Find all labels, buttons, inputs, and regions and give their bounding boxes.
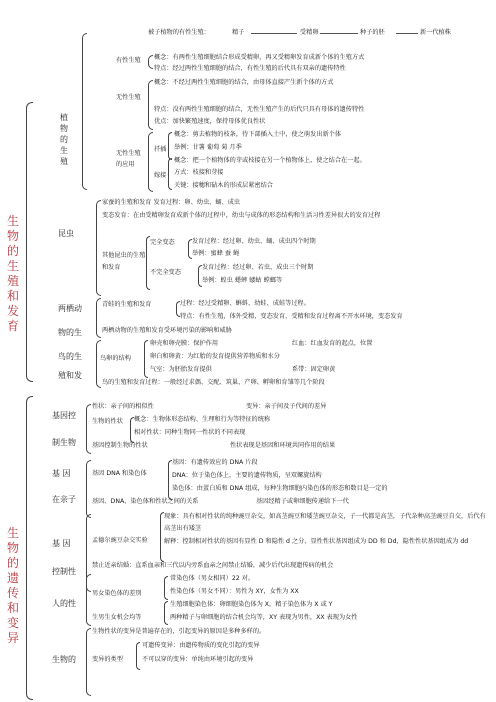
part1-title: 生 物 的 生 殖 和 发 育	[6, 214, 19, 333]
flow-zygote: 受精卵	[300, 29, 319, 36]
frog-label-1: 两栖动	[58, 304, 82, 313]
trait-concept: 生物的性状	[92, 418, 123, 425]
egg-structure: 鸟卵的结构	[100, 355, 131, 362]
gene-bracket	[86, 404, 91, 454]
trait-similar: 性状：亲子间的相似性	[92, 403, 154, 410]
dna-def: DNA：位于染色体上，主要的遗传物质，呈双螺旋结构	[172, 472, 322, 479]
nonheritable: 不可以穿的变异：单纯由环境引起的变异	[142, 656, 254, 663]
flow-plant: 新一代植株	[420, 29, 451, 36]
grafting-bracket	[168, 158, 172, 190]
incomplete-ex: 举例：蝗虫 蟋蟀 蝼蛄 螳螂等	[202, 277, 283, 284]
arrow-2	[320, 33, 358, 34]
chrom-def: 染色体：由蛋白质和 DNA 组成，每种生物细胞内染色体的形态和数目是一定的	[172, 485, 388, 492]
arrow-3	[396, 33, 418, 34]
asexual-bracket	[148, 80, 153, 130]
metamorphosis: 变态发育：在由受精卵发育成新个体的过程中，幼虫与成体的形态结构和生活习性差异很大的发育过程	[102, 212, 381, 219]
egg-membrane: 系带：固定卵黄	[292, 366, 336, 373]
grafting-label: 嫁接	[154, 172, 167, 179]
mendel: 孟德尔豌豆杂交实验	[92, 537, 148, 544]
complete-ex: 举例：蜜蜂 蚕 蝇	[192, 250, 240, 257]
bird-label-2: 殖和发	[58, 371, 82, 380]
insect-section-label: 昆虫	[58, 229, 74, 238]
frog-row: 青蛙的生殖和发育	[102, 301, 152, 308]
trait-variation: 变异：亲子间及子代间的差异	[246, 403, 327, 410]
egg-shell: 卵壳和卵壳膜：保护作用	[150, 340, 219, 347]
part2-title: 生 物 的 遗 传 和 变 异	[6, 526, 19, 645]
mutation-label: 生物的	[52, 655, 76, 664]
frog-feat: 特点：有性生殖，体外受精，变态发育，受精和发育过程离不开水环境，变态发育	[180, 313, 403, 320]
silkworm: 家蚕的生殖和发育 发育过程：卵、幼虫、蛹、成虫	[102, 199, 241, 206]
cutting-def: 概念：剪去植物的枝条，待下部插入土中，使之萌发出新个体	[174, 131, 342, 138]
grafting-def: 概念：把一个植物体的芽或枝接在另一个植物体上，使之结合在一起。	[174, 157, 366, 164]
part2-bracket	[26, 396, 33, 700]
flower-repro: 被子植物的有性生殖：	[148, 29, 210, 36]
trait-def: 概念：生物体形态结构、生理和行为等特征的统称	[134, 416, 271, 423]
arrow-1	[251, 33, 297, 34]
marriage: 禁止近亲结婚：直系血亲和三代以内旁系血亲之间禁止结婚，减少后代出现遗传病的机会	[92, 562, 334, 569]
sex-bracket	[86, 574, 91, 626]
frog-proc: 过程：经过受精卵、蝌蚪、幼蛙、成蛙等过程。	[180, 300, 310, 307]
heritable: 可遗传变异：由遗传物质的变化引起的变异	[142, 642, 260, 649]
dom-label-2: 控制性	[52, 567, 76, 576]
grafting-key: 关键：接穗和砧木的形成层紧密结合	[174, 182, 273, 189]
complete-label: 完全变态	[150, 239, 175, 246]
bird-process: 鸟的生殖和发育过程：一般经过求偶、交配、筑巢、产卵、孵卵和育雏等几个阶段	[102, 379, 325, 386]
ratio-desc: 两种精子与卵细胞的结合机会均等，XY 表现为男性，XX 表现为女性	[170, 614, 358, 621]
gene-dna-chrom: 基因 DNA 和染色体	[92, 470, 147, 477]
mutation-type-bracket	[136, 642, 140, 670]
egg-bracket	[144, 340, 148, 378]
asexual-label: 无性生殖	[116, 94, 141, 101]
sex-chrom: 性染色体（男女不同）：男性为 XY，女性为 XX	[170, 588, 299, 595]
mendel-obs: 现象：具有相对性状的纯种豌豆杂交，如高茎豌豆和矮茎豌豆杂交，子一代都是高茎，子代杂种高茎豌豆自交，后代有高茎出有矮茎	[164, 513, 486, 532]
parent-label-1: 基 因	[52, 469, 71, 478]
parent-bracket	[86, 460, 91, 518]
mutation-common: 生物性状的变异是普遍存在的，引起变异的原因是多种多样的。	[92, 628, 266, 635]
sex-chrom-bracket	[164, 576, 168, 600]
relation: 基因、DNA、染色体和性状之间的关系	[92, 498, 199, 505]
sex-chrom-diff: 男女染色体的差别	[92, 590, 142, 597]
bird-bracket	[96, 340, 101, 388]
mutation-types: 变异的类型	[92, 656, 123, 663]
gene-ctrl: 基因控制生物的性状	[92, 442, 148, 449]
other-insects: 其他昆虫的生殖和发育	[102, 252, 146, 271]
plant-bracket	[82, 33, 87, 190]
germ-cells: 生殖细胞染色体：卵细胞染色体为 X，精子染色体为 X 或 Y	[170, 601, 333, 608]
gene-label-1: 基因控	[52, 411, 76, 420]
gene-env: 性状表现是基因和环境共同作用的结果	[230, 442, 336, 449]
incomplete-label: 不完全变态	[150, 269, 181, 276]
asexual-def: 概念：不经过两性生殖细胞的结合，由母体直接产生新个体的方式	[154, 79, 334, 86]
frog-bracket	[96, 298, 101, 338]
plant-section-label: 植物的生殖	[60, 113, 68, 166]
cutting-bracket	[168, 132, 172, 160]
parent-label-2: 在亲子	[52, 495, 76, 504]
asexual-feat: 特点：没有两性生殖细胞的结合，无性生殖产生的后代只具有母体的遗传特性	[154, 106, 365, 113]
incomplete-proc: 发育过程：经过卵、若虫、成虫三个时期	[202, 264, 314, 271]
gene-pass: 基因经精子或卵细胞传递给下一代	[256, 498, 349, 505]
ratio: 生男生女机会均等	[92, 614, 142, 621]
insect-bracket	[96, 200, 101, 296]
bird-label-1: 鸟的生	[58, 352, 82, 361]
gene-def: 基因：有遗传效应的 DNA 片段	[172, 459, 258, 466]
mutation-bracket	[86, 628, 91, 696]
asexual-app-label: 无性生殖的应用	[116, 150, 141, 168]
dom-label-1: 基 因	[52, 539, 71, 548]
grafting-way: 方式：枝接和芽接	[174, 169, 224, 176]
app-bracket	[148, 132, 153, 192]
flow-embryo: 种子的胚	[360, 29, 385, 36]
frog-env: 两栖动物的生殖和发育受环境污染的影响和威胁	[102, 327, 232, 334]
sexual-def: 概念：有两性生殖细胞结合形成受精卵，再又受精卵发育成新个体的生殖方式	[154, 54, 365, 61]
frog-label-2: 物的生	[58, 328, 82, 337]
complete-proc: 发育过程：经过卵、幼虫、蛹、成虫四个时期	[192, 238, 316, 245]
gene-label-2: 制生物	[52, 438, 76, 447]
part1-bracket	[26, 102, 33, 382]
egg-white: 卵白和卵黄：为红胎的发育提供营养物质和水分	[150, 353, 280, 360]
mendel-explain: 解释：控制相对性状的基因有显性 D 和隐性 d 之分，显性性状基因组成为 DD 和 Dd，隐性性状基因组成为 dd	[164, 538, 469, 545]
cutting-ex: 举例：甘薯 葡萄 菊 月季	[174, 144, 242, 151]
sexual-feat: 特点：经过两性生殖细胞的结合，有性生殖的后代具有双亲的遗传特性	[154, 65, 346, 72]
asexual-adv: 优点：加快繁殖速度，保持母体优良性状	[154, 118, 266, 125]
trait-relative: 相对性状：同种生物同一性状的不同表现	[134, 429, 246, 436]
normal-chrom: 常染色体（男女相同）22 对。	[170, 575, 255, 582]
egg-yolk-white: 红血：红血发育的起点，位置	[292, 340, 373, 347]
sex-label: 人的性	[52, 599, 76, 608]
cutting-label: 扦插	[154, 146, 167, 153]
flow-sperm: 精子	[232, 29, 245, 36]
ratio-bracket	[164, 601, 168, 625]
sexual-label: 有性生殖	[116, 57, 141, 64]
egg-air: 气室：为胚胎发育提供	[150, 366, 212, 373]
sexual-bracket	[148, 55, 153, 69]
